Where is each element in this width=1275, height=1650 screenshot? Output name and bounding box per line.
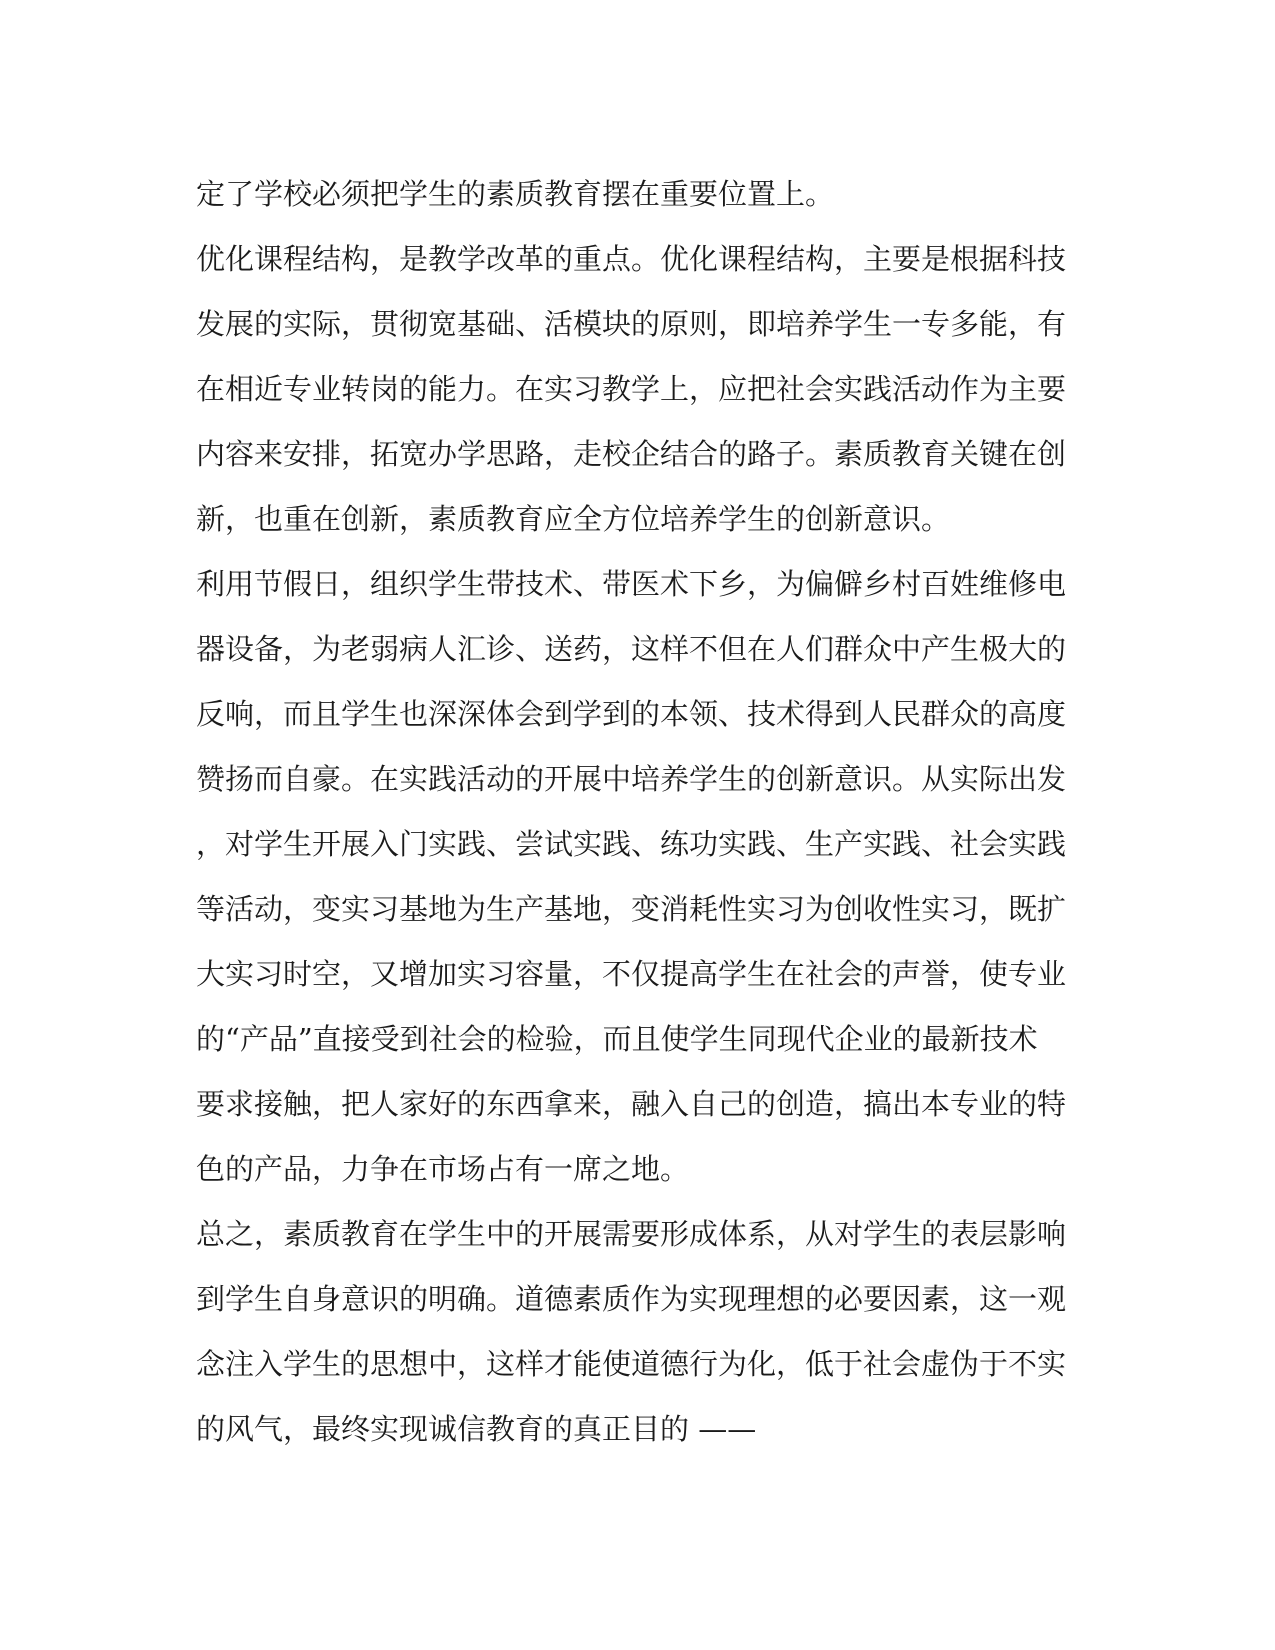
text-line: 大实习时空，又增加实习容量，不仅提高学生在社会的声誉，使专业 — [196, 957, 1067, 991]
text-line: 新，也重在创新，素质教育应全方位培养学生的创新意识。 — [196, 502, 951, 536]
text-line: 的“产品”直接受到社会的检验，而且使学生同现代企业的最新技术 — [196, 1022, 1038, 1056]
text-line: ，对学生开展入门实践、尝试实践、练功实践、生产实践、社会实践 — [196, 827, 1067, 861]
text-line: 色的产品，力争在市场占有一席之地。 — [196, 1152, 690, 1186]
text-line: 发展的实际，贯彻宽基础、活模块的原则，即培养学生一专多能，有 — [196, 307, 1067, 341]
document-body — [196, 162, 1076, 1462]
text-line: 念注入学生的思想中，这样才能使道德行为化，低于社会虚伪于不实 — [196, 1347, 1067, 1381]
text-line: 等活动，变实习基地为生产基地，变消耗性实习为创收性实习，既扩 — [196, 892, 1067, 926]
text-line: 总之，素质教育在学生中的开展需要形成体系，从对学生的表层影响 — [196, 1217, 1067, 1251]
text-line: 反响，而且学生也深深体会到学到的本领、技术得到人民群众的高度 — [196, 697, 1067, 731]
text-line: 定了学校必须把学生的素质教育摆在重要位置上。 — [196, 177, 835, 211]
text-line: 在相近专业转岗的能力。在实习教学上，应把社会实践活动作为主要 — [196, 372, 1067, 406]
text-line: 的风气，最终实现诚信教育的真正目的 —— — [196, 1412, 757, 1446]
text-line: 器设备，为老弱病人汇诊、送药，这样不但在人们群众中产生极大的 — [196, 632, 1067, 666]
text-line: 要求接触，把人家好的东西拿来，融入自己的创造，搞出本专业的特 — [196, 1087, 1067, 1121]
text-line: 优化课程结构，是教学改革的重点。优化课程结构，主要是根据科技 — [196, 242, 1067, 276]
text-line: 到学生自身意识的明确。道德素质作为实现理想的必要因素，这一观 — [196, 1282, 1067, 1316]
text-line: 内容来安排，拓宽办学思路，走校企结合的路子。素质教育关键在创 — [196, 437, 1067, 471]
text-line: 赞扬而自豪。在实践活动的开展中培养学生的创新意识。从实际出发 — [196, 762, 1067, 796]
text-line: 利用节假日，组织学生带技术、带医术下乡，为偏僻乡村百姓维修电 — [196, 567, 1067, 601]
